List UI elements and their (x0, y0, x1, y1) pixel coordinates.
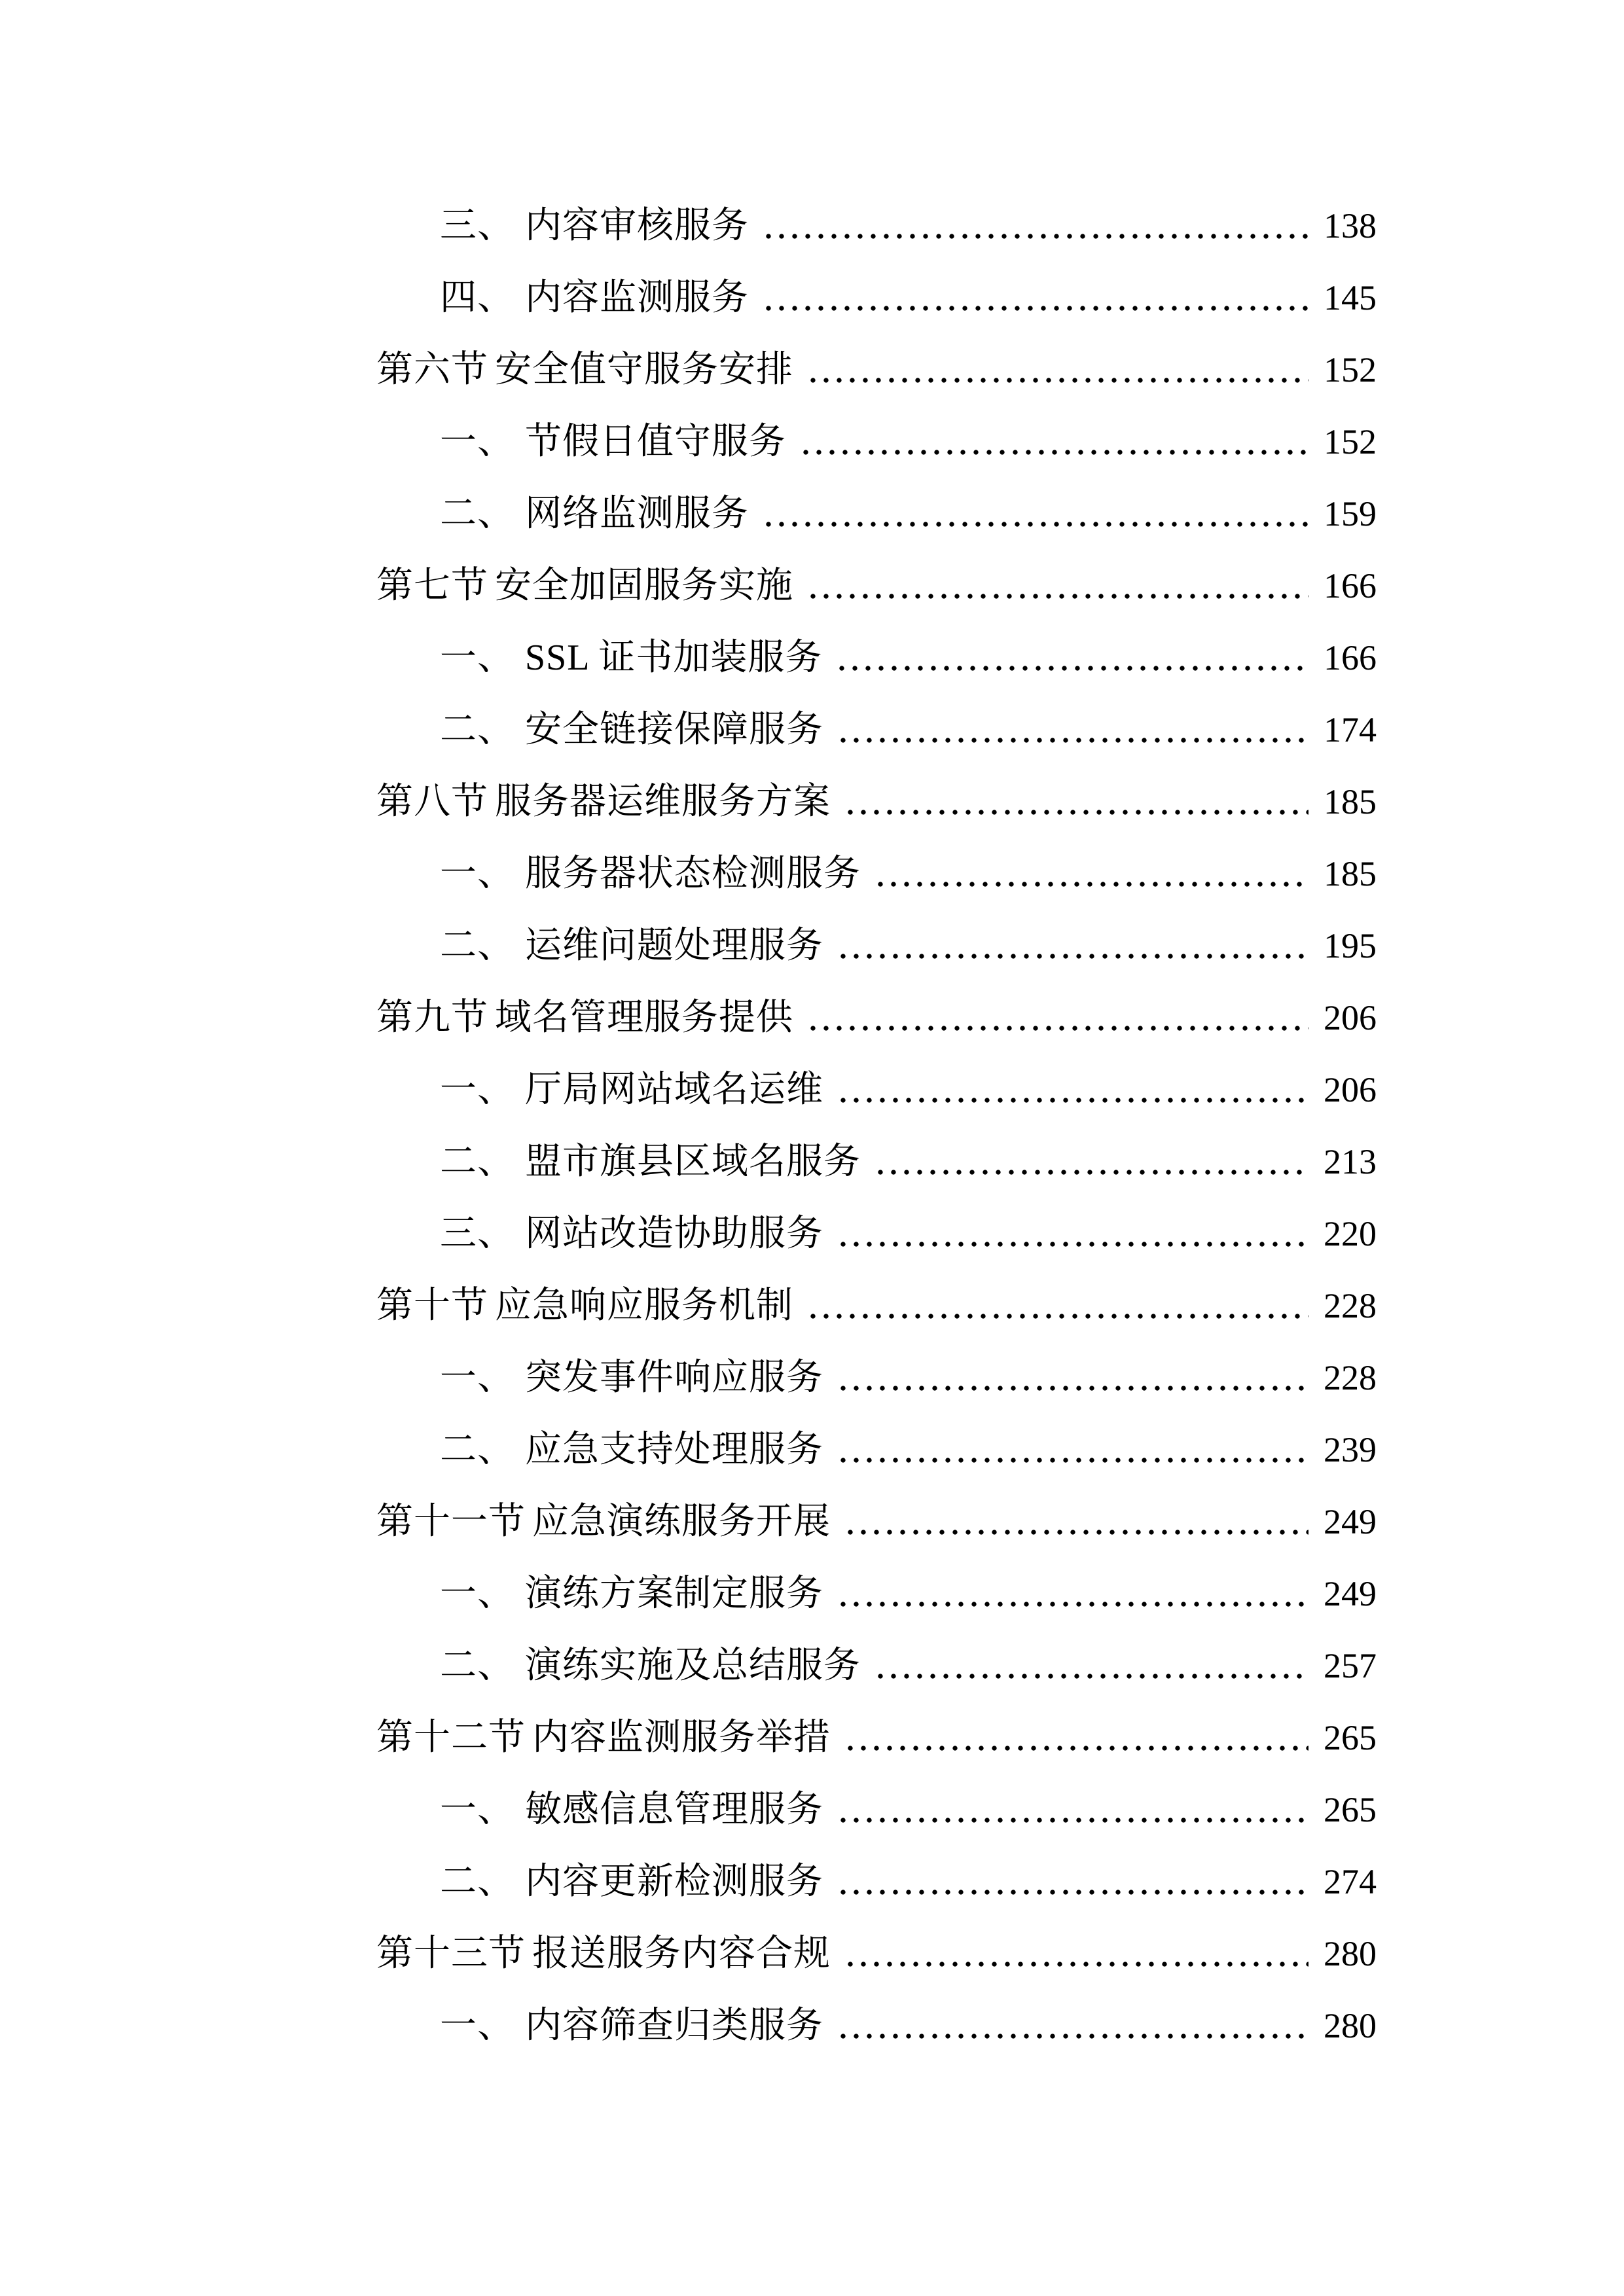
toc-entry-number: 二、 (440, 709, 514, 750)
toc-entry-number: 第十节 (376, 1285, 488, 1326)
dot-leader (833, 1558, 1308, 1630)
toc-entry-title: 服务器运维服务方案 (495, 781, 831, 822)
toc-entry-title: 域名管理服务提供 (495, 997, 793, 1038)
toc-entry-title: 内容筛查归类服务 (525, 2005, 823, 2046)
dot-leader (840, 1486, 1308, 1558)
toc-entry-number: 一、 (440, 1069, 514, 1110)
toc-entry-title: 内容更新检测服务 (525, 1861, 823, 1902)
toc-entry-number: 第十三节 (376, 1933, 526, 1974)
dot-leader (833, 694, 1308, 766)
toc-entry (0, 1558, 1624, 1630)
toc-entry-title: 安全链接保障服务 (525, 709, 823, 750)
toc-entry (0, 838, 1624, 910)
dot-leader (840, 766, 1308, 838)
dot-leader (758, 478, 1308, 550)
toc-entry-page: 138 (1324, 206, 1377, 245)
toc-entry-title: 网络监测服务 (525, 493, 749, 534)
toc-entry-number: 第六节 (376, 350, 488, 390)
toc-entry-page: 213 (1324, 1142, 1377, 1181)
toc-entry-number: 一、 (440, 1789, 514, 1830)
toc-entry (0, 1126, 1624, 1198)
toc-entry-page: 206 (1324, 1070, 1377, 1109)
toc-entry-title: 盟市旗县区域名服务 (525, 1141, 861, 1182)
toc-entry-page: 166 (1324, 638, 1377, 677)
dot-leader (833, 1342, 1308, 1414)
toc-entry-title: 安全加固服务实施 (495, 565, 793, 606)
table-of-contents (0, 190, 1624, 2062)
dot-leader (803, 982, 1308, 1054)
toc-entry-number: 一、 (440, 1573, 514, 1614)
toc-entry-title: 内容审核服务 (525, 206, 749, 246)
toc-entry-title: 应急支持处理服务 (525, 1429, 823, 1470)
dot-leader (833, 1414, 1308, 1486)
toc-entry (0, 1270, 1624, 1342)
toc-entry-page: 145 (1324, 278, 1377, 317)
toc-entry-page: 265 (1324, 1718, 1377, 1757)
toc-entry (0, 694, 1624, 766)
toc-entry-page: 280 (1324, 1934, 1377, 1973)
toc-entry-number: 二、 (440, 1861, 514, 1902)
toc-entry-page: 249 (1324, 1574, 1377, 1613)
dot-leader (840, 1918, 1308, 1990)
toc-entry (0, 982, 1624, 1054)
toc-entry (0, 1630, 1624, 1702)
toc-entry-page: 228 (1324, 1286, 1377, 1325)
toc-entry-title: 网站改造协助服务 (525, 1213, 823, 1254)
toc-entry (0, 1918, 1624, 1990)
toc-entry (0, 1054, 1624, 1126)
toc-entry-title: SSL 证书加装服务 (525, 637, 823, 678)
toc-entry-title: 突发事件响应服务 (525, 1357, 823, 1398)
toc-entry (0, 766, 1624, 838)
toc-entry-title: 安全值守服务安排 (495, 350, 793, 390)
dot-leader (870, 838, 1308, 910)
toc-entry-page: 220 (1324, 1214, 1377, 1253)
toc-entry-number: 第十二节 (376, 1717, 526, 1758)
toc-entry-page: 274 (1324, 1862, 1377, 1901)
dot-leader (758, 262, 1308, 334)
toc-entry-title: 应急演练服务开展 (532, 1501, 831, 1542)
toc-entry-number: 二、 (440, 493, 514, 534)
toc-entry-title: 应急响应服务机制 (495, 1285, 793, 1326)
toc-entry-number: 三、 (440, 206, 514, 246)
toc-entry-page: 159 (1324, 494, 1377, 533)
dot-leader (803, 1270, 1308, 1342)
dot-leader (840, 1702, 1308, 1774)
toc-entry-page: 185 (1324, 854, 1377, 893)
toc-entry-title: 服务器状态检测服务 (525, 853, 861, 894)
dot-leader (833, 1990, 1308, 2062)
toc-entry (0, 1702, 1624, 1774)
toc-entry-page: 152 (1324, 422, 1377, 461)
toc-entry-page: 265 (1324, 1790, 1377, 1829)
toc-entry-page: 185 (1324, 782, 1377, 821)
toc-entry (0, 478, 1624, 550)
toc-entry-number: 一、 (440, 637, 514, 678)
toc-entry (0, 1486, 1624, 1558)
dot-leader (758, 190, 1308, 262)
toc-entry-title: 内容监测服务举措 (532, 1717, 831, 1758)
toc-entry-number: 第八节 (376, 781, 488, 822)
toc-entry-number: 一、 (440, 422, 514, 462)
toc-entry-number: 二、 (440, 1141, 514, 1182)
toc-entry-title: 运维问题处理服务 (525, 925, 823, 966)
toc-entry-number: 三、 (440, 1213, 514, 1254)
toc-entry-title: 敏感信息管理服务 (525, 1789, 823, 1830)
toc-entry-number: 第七节 (376, 565, 488, 606)
toc-entry-page: 195 (1324, 926, 1377, 965)
toc-entry-number: 二、 (440, 1429, 514, 1470)
toc-entry (0, 622, 1624, 694)
dot-leader (833, 1774, 1308, 1846)
toc-entry (0, 1846, 1624, 1918)
toc-entry-page: 239 (1324, 1430, 1377, 1469)
toc-entry-title: 内容监测服务 (525, 278, 749, 318)
toc-entry-title: 报送服务内容合规 (532, 1933, 831, 1974)
toc-entry-page: 206 (1324, 998, 1377, 1037)
dot-leader (833, 910, 1308, 982)
toc-entry (0, 910, 1624, 982)
toc-entry-page: 174 (1324, 710, 1377, 749)
toc-entry-number: 一、 (440, 853, 514, 894)
toc-entry-title: 节假日值守服务 (525, 422, 786, 462)
toc-entry-page: 152 (1324, 350, 1377, 389)
toc-entry (0, 262, 1624, 334)
toc-entry-page: 228 (1324, 1358, 1377, 1397)
toc-entry-title: 演练实施及总结服务 (525, 1645, 861, 1686)
dot-leader (831, 622, 1308, 694)
toc-entry (0, 1414, 1624, 1486)
dot-leader (833, 1846, 1308, 1918)
dot-leader (870, 1630, 1308, 1702)
toc-entry (0, 1990, 1624, 2062)
dot-leader (833, 1054, 1308, 1126)
toc-entry-page: 249 (1324, 1502, 1377, 1541)
toc-entry (0, 1774, 1624, 1846)
toc-entry-page: 257 (1324, 1646, 1377, 1685)
dot-leader (870, 1126, 1308, 1198)
toc-entry (0, 406, 1624, 478)
dot-leader (833, 1198, 1308, 1270)
toc-entry (0, 550, 1624, 622)
toc-entry-number: 一、 (440, 2005, 514, 2046)
toc-entry-page: 280 (1324, 2006, 1377, 2045)
toc-entry-page: 166 (1324, 566, 1377, 605)
toc-entry-number: 第九节 (376, 997, 488, 1038)
toc-entry (0, 190, 1624, 262)
toc-entry (0, 1198, 1624, 1270)
dot-leader (803, 550, 1308, 622)
toc-entry-number: 二、 (440, 925, 514, 966)
toc-entry-number: 二、 (440, 1645, 514, 1686)
dot-leader (795, 406, 1308, 478)
toc-entry (0, 1342, 1624, 1414)
toc-entry-number: 四、 (440, 278, 514, 318)
toc-entry-number: 一、 (440, 1357, 514, 1398)
dot-leader (803, 334, 1308, 406)
toc-entry-number: 第十一节 (376, 1501, 526, 1542)
toc-entry-title: 演练方案制定服务 (525, 1573, 823, 1614)
toc-entry (0, 334, 1624, 406)
toc-entry-title: 厅局网站域名运维 (525, 1069, 823, 1110)
